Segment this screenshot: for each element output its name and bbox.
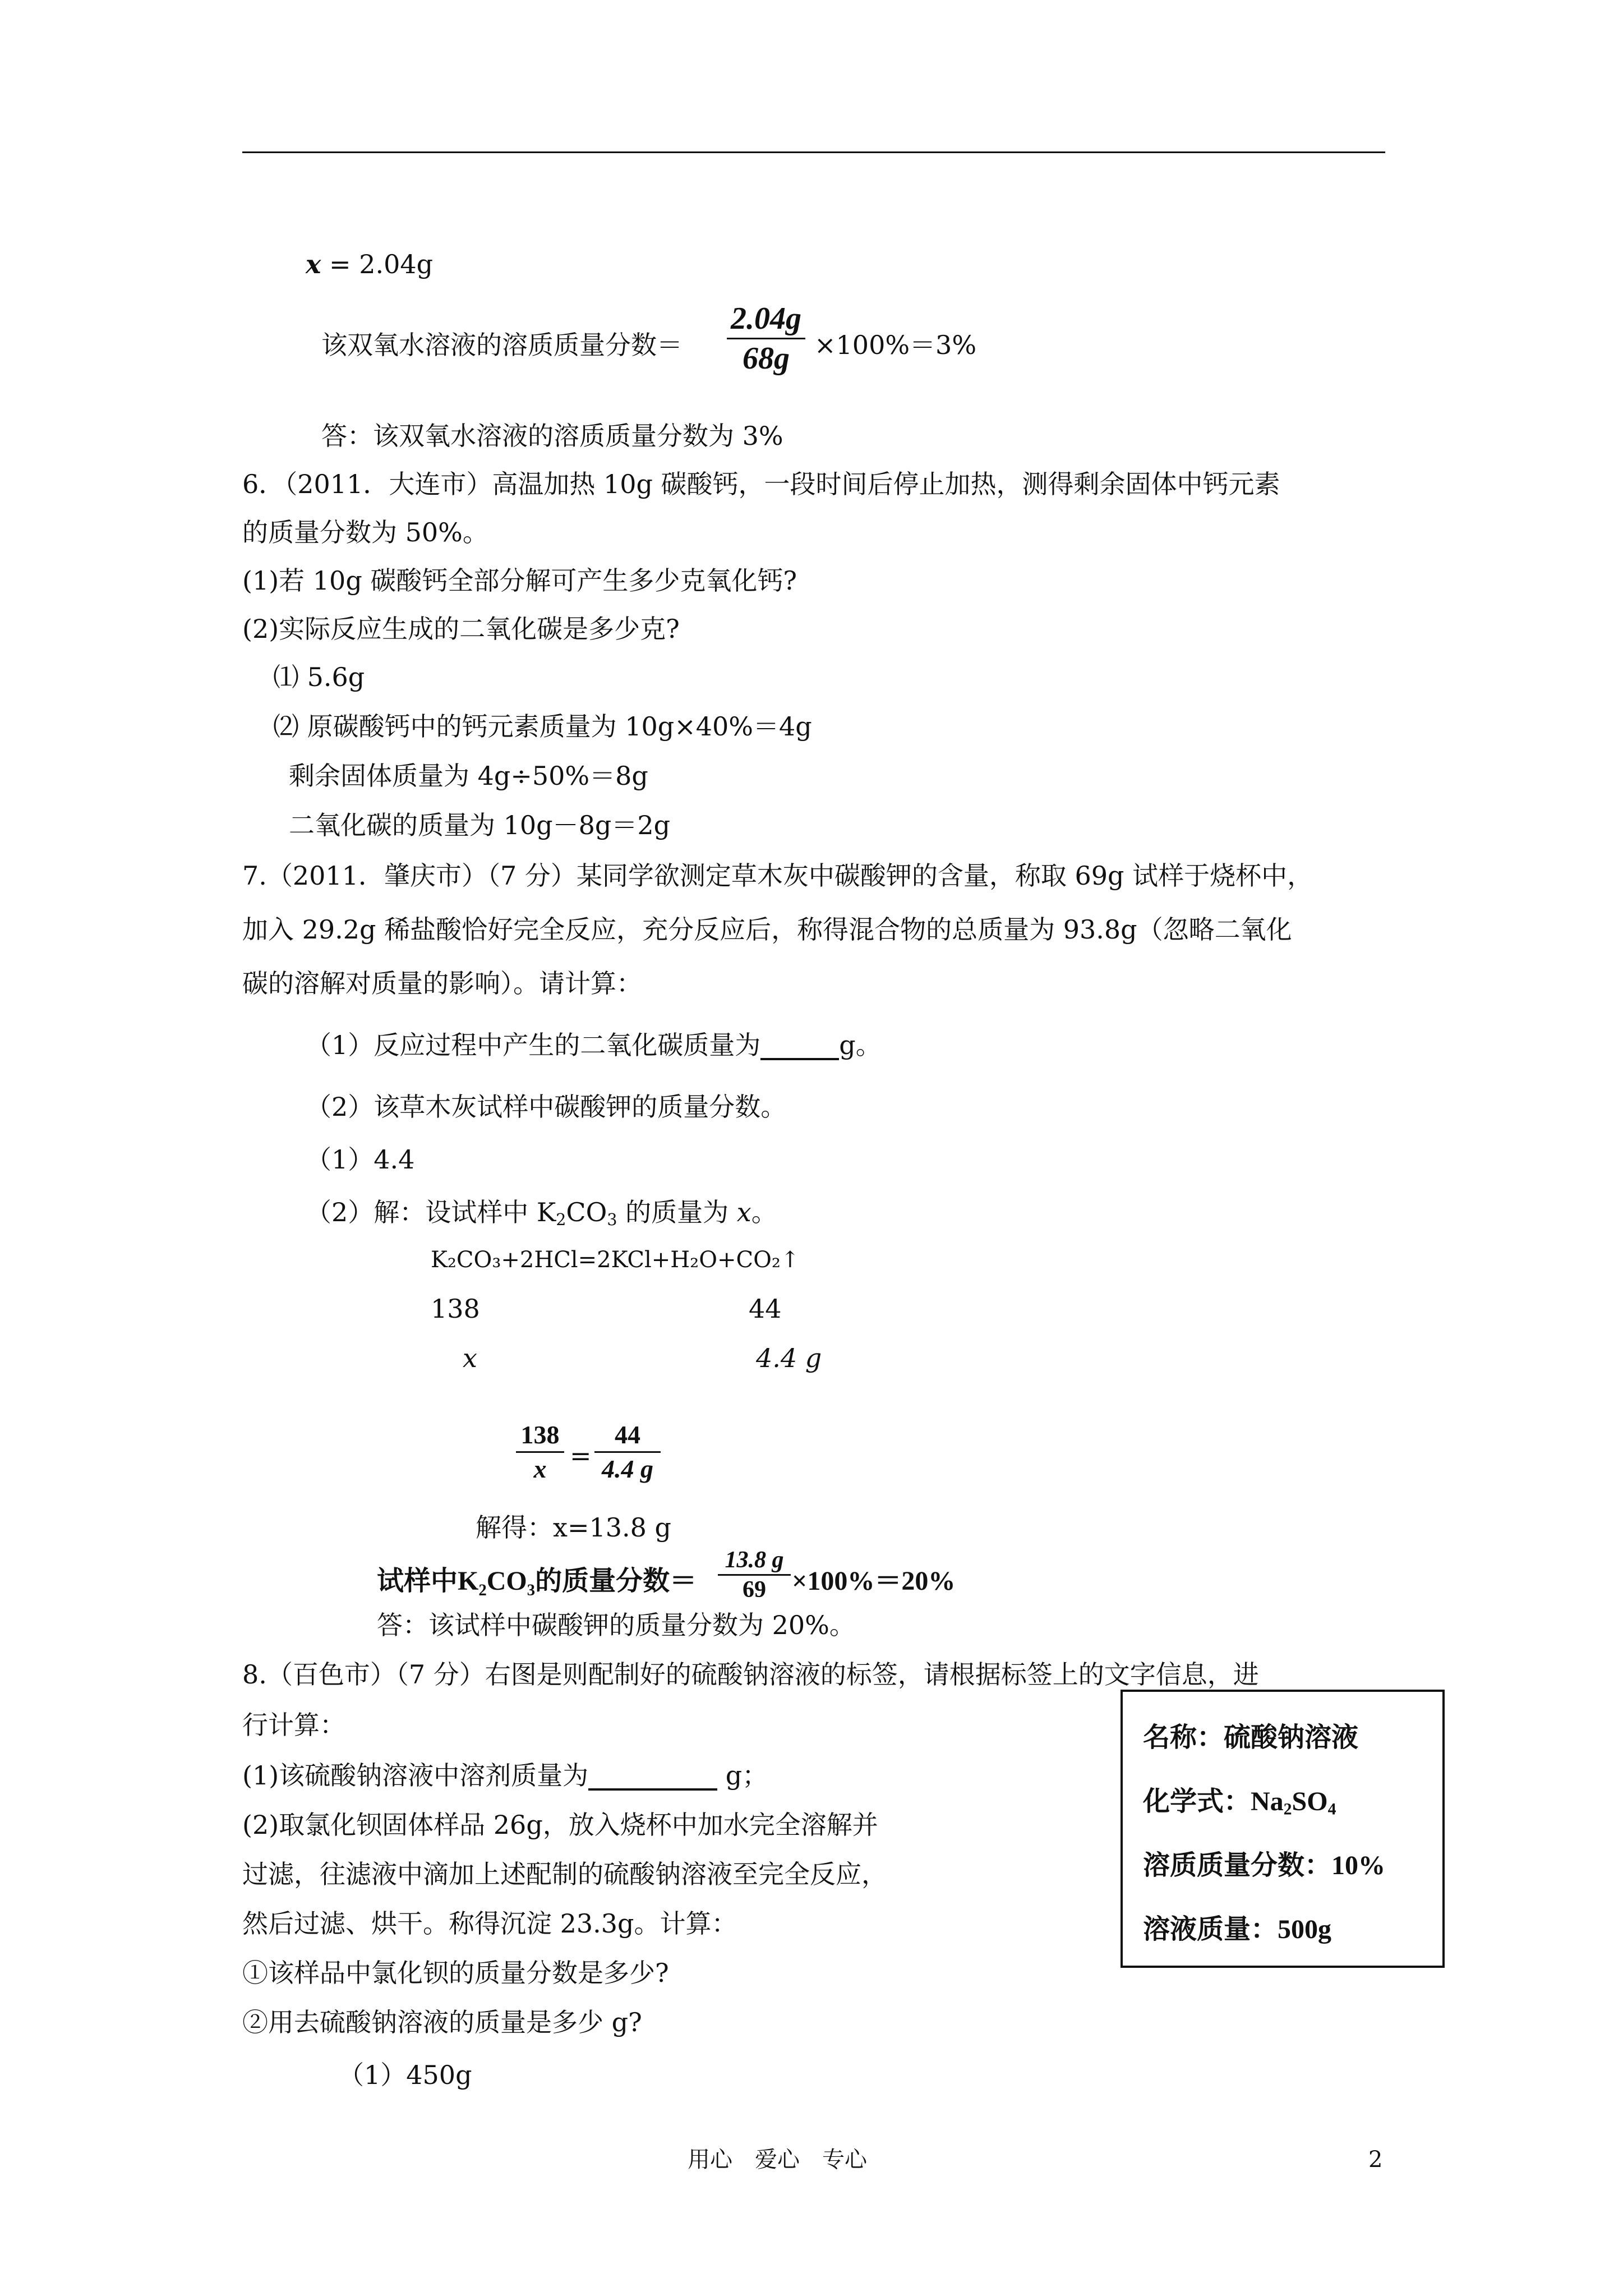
fraction-label: 该双氧水溶液的溶质质量分数＝ [321,330,683,360]
molar-mass-k2co3: 138 [431,1294,480,1324]
label-name: 名称：硫酸钠溶液 [1143,1723,1359,1752]
q6-answer-3: 剩余固体质量为 4g÷50%＝8g [289,761,648,791]
label-mass: 溶液质量：500g [1143,1915,1332,1944]
q8-question-2e: ②用去硫酸钠溶液的质量是多少 g? [242,2007,642,2037]
q6-line-2: 的质量分数为 50%。 [242,517,488,547]
q8-question-2c: 然后过滤、烘干。称得沉淀 23.3g。计算： [242,1908,737,1939]
q6-answer-4: 二氧化碳的质量为 10g－8g＝2g [289,810,671,840]
q7-question-1: （1）反应过程中产生的二氧化碳质量为 g。 [306,1030,882,1060]
q7-question-2: （2）该草木灰试样中碳酸钾的质量分数。 [306,1092,787,1122]
q8-answer-1: （1）450g [338,2060,472,2090]
reaction-equation: K₂CO₃+2HCl=2KCl+H₂O+CO₂↑ [431,1247,800,1273]
q8-line-1: 8.（百色市）（7 分）右图是则配制好的硫酸钠溶液的标签，请根据标签上的文字信息，进 [242,1659,1259,1690]
fraction-tail: ×100%＝3% [814,330,977,360]
molar-mass-co2: 44 [749,1294,782,1324]
q6-question-2: (2)实际反应生成的二氧化碳是多少克? [242,614,680,644]
pct-fraction: 13.8 g 69 [718,1548,791,1581]
x-result: x = 2.04g [306,249,434,279]
q6-answer-2: ⑵ 原碳酸钙中的钙元素质量为 10g×40%＝4g [273,711,812,742]
page-number: 2 [1368,2147,1383,2173]
unknown-x: x [463,1343,477,1373]
q7-line-2: 加入 29.2g 稀盐酸恰好完全反应，充分反应后，称得混合物的总质量为 93.8g（忽略二氧化 [242,914,1292,945]
pct-label: 试样中K₂CO₃的质量分数＝ [377,1566,697,1596]
q6-question-1: (1)若 10g 碳酸钙全部分解可产生多少克氧化钙? [242,565,797,596]
ratio-44-over-4-4g: 44 4.4 g [594,1422,661,1482]
q7-line-1: 7.（2011．肇庆市）（7 分）某同学欲测定草木灰中碳酸钾的含量，称取 69g 试样于烧杯中， [242,861,1313,891]
co2-mass: 4.4 g [756,1343,822,1373]
ratio-138-over-x: 138 x [516,1422,564,1482]
q6-line-1: 6．（2011．大连市）高温加热 10g 碳酸钙，一段时间后停止加热，测得剩余固体中钙元素 [242,469,1280,499]
q8-question-2a: (2)取氯化钡固体样品 26g，放入烧杯中加水完全溶解并 [242,1810,878,1840]
q7-answer-text: 答：该试样中碳酸钾的质量分数为 20%。 [377,1610,855,1640]
q7-answer-1: （1）4.4 [306,1144,415,1175]
solve-x: 解得：x=13.8 g [476,1512,671,1543]
q8-question-1: (1)该硫酸钠溶液中溶剂质量为 g； [242,1760,768,1791]
q8-line-2: 行计算： [242,1710,345,1740]
q7-answer-2: （2）解：设试样中 $K_2CO_3$ 的质量为 x。 [306,1197,777,1230]
solution-label-box [1121,1690,1445,1968]
q6-answer-1: ⑴ 5.6g [273,662,365,692]
q8-question-2d: ①该样品中氯化钡的质量分数是多少? [242,1958,669,1988]
pct-tail: ×100%＝20% [792,1566,956,1596]
label-fraction: 溶质质量分数：10% [1143,1851,1386,1880]
q7-line-3: 碳的溶解对质量的影响）。请计算： [242,968,642,999]
q8-question-2b: 过滤，往滤液中滴加上述配制的硫酸钠溶液至完全反应， [242,1859,887,1889]
label-formula: 化学式：$Na_2SO_4$ [1143,1787,1336,1819]
footer-motto: 用心 爱心 专心 [688,2147,867,2173]
ratio-equals: = [570,1441,592,1471]
answer-text: 答：该双氧水溶液的溶质质量分数为 3% [321,421,783,451]
header-rule [242,151,1385,153]
fraction-2-04-over-68: 2.04g 68g [727,303,805,374]
